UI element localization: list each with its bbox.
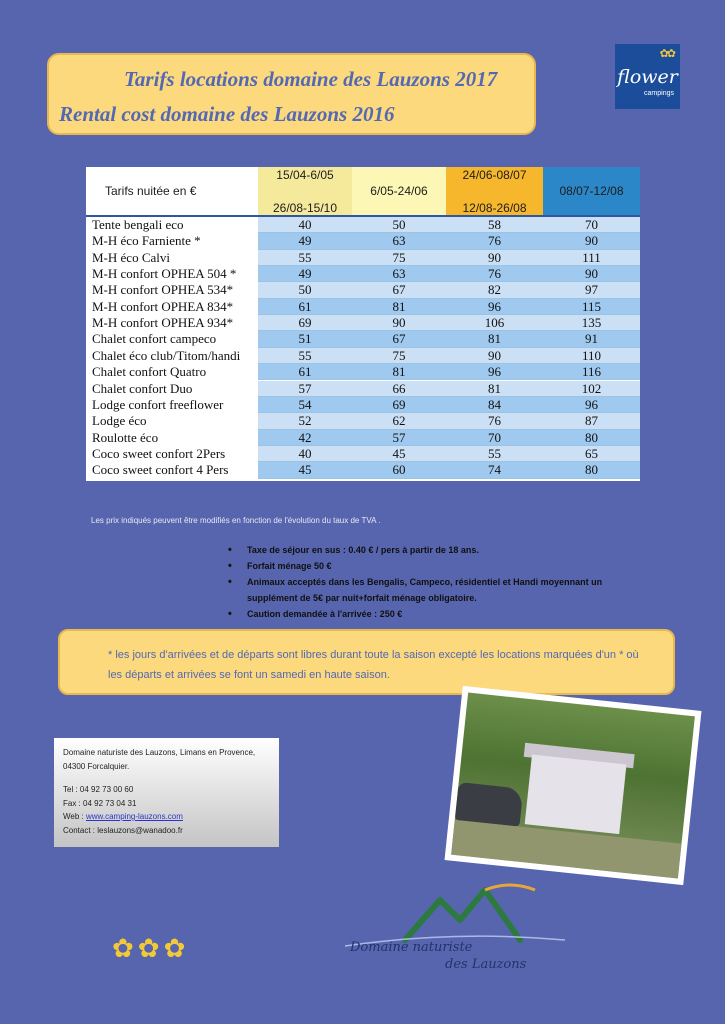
price-cell: 75 (352, 348, 446, 364)
header-col-4 (543, 167, 640, 215)
price-cell: 80 (543, 462, 640, 478)
price-cell: 42 (258, 430, 352, 446)
price-cell: 111 (543, 250, 640, 266)
price-cell: 70 (543, 217, 640, 233)
price-cell: 110 (543, 348, 640, 364)
contact-tel: Tel : 04 92 73 00 60 (63, 785, 134, 794)
title-2017: Tarifs locations domaine des Lauzons 2017 (124, 67, 498, 91)
accommodation-name: Tente bengali eco (92, 217, 184, 232)
brand-line-1: Domaine naturiste (350, 940, 473, 955)
table-row (86, 331, 640, 347)
accommodation-name: Chalet confort Quatro (92, 364, 207, 380)
price-cell: 66 (352, 381, 446, 397)
price-cell: 63 (352, 266, 446, 282)
vat-note: Les prix indiqués peuvent être modifiés en fonction de l'évolution du taux de TVA . (91, 516, 381, 525)
price-cell: 61 (258, 364, 352, 380)
price-cell: 70 (446, 430, 543, 446)
accommodation-name: M-H confort OPHEA 504 * (92, 266, 237, 282)
price-cell: 40 (258, 446, 352, 462)
logo-brand: flower (617, 66, 678, 88)
table-row (86, 397, 640, 413)
header-col-3 (446, 167, 543, 215)
price-cell: 90 (446, 250, 543, 266)
price-cell: 69 (258, 315, 352, 331)
header-col-2 (352, 167, 446, 215)
arrival-note: * les jours d'arrivées et de départs sont libres durant toute la saison excepté les locations marquées d'un * où les départs et arrivées se font un samedi en haute saison. (108, 649, 639, 681)
contact-web-label: Web : (63, 812, 86, 821)
price-cell: 76 (446, 413, 543, 429)
table-row (86, 233, 640, 249)
contact-email: Contact : leslauzons@wanadoo.fr (63, 825, 183, 835)
header-col-1-bottom: 26/08-15/10 (272, 201, 338, 215)
price-cell: 57 (258, 381, 352, 397)
flower-decoration-icon: ✿✿✿ (112, 933, 190, 963)
header-col-3-top: 24/06-08/07 (462, 168, 527, 182)
contact-fax: Fax : 04 92 73 04 31 (63, 798, 137, 808)
table-row (86, 250, 640, 266)
price-cell: 116 (543, 364, 640, 380)
price-cell: 135 (543, 315, 640, 331)
price-cell: 96 (446, 299, 543, 315)
title-2016: Rental cost domaine des Lauzons 2016 (59, 102, 395, 126)
accommodation-name: M-H confort OPHEA 534* (92, 282, 234, 298)
accommodation-name: M-H confort OPHEA 834* (92, 298, 234, 314)
table-row (86, 462, 640, 478)
price-cell: 45 (352, 446, 446, 462)
accommodation-name: M-H éco Farniente * (92, 233, 201, 249)
accommodation-name: Chalet éco club/Titom/handi (92, 347, 241, 363)
price-cell: 82 (446, 282, 543, 298)
price-cell: 81 (352, 299, 446, 315)
table-row (86, 446, 640, 462)
price-cell: 81 (352, 364, 446, 380)
price-cell: 74 (446, 462, 543, 478)
info-bullets (228, 542, 648, 622)
price-cell: 97 (543, 282, 640, 298)
accommodation-name: Lodge éco (92, 413, 147, 429)
price-cell: 55 (258, 250, 352, 266)
price-cell: 58 (446, 217, 543, 233)
price-cell: 50 (258, 282, 352, 298)
price-cell: 96 (446, 364, 543, 380)
bullet-tax: • Taxe de séjour en sus : 0.40 € / pers à partir de 18 ans. (228, 542, 648, 558)
price-cell: 106 (446, 315, 543, 331)
price-cell: 87 (543, 413, 640, 429)
price-cell: 45 (258, 462, 352, 478)
accommodation-name: Roulotte éco (92, 429, 159, 445)
flower-icon: ✿✿ (659, 48, 674, 60)
table-row (86, 364, 640, 380)
price-cell: 67 (352, 331, 446, 347)
bullet-cleaning: • Forfait ménage 50 € (228, 558, 648, 574)
price-cell: 61 (258, 299, 352, 315)
accommodation-name: Chalet confort Duo (92, 380, 193, 396)
table-row (86, 413, 640, 429)
price-cell: 57 (352, 430, 446, 446)
flower-campings-logo (615, 44, 680, 109)
table-row (86, 266, 640, 282)
price-cell: 84 (446, 397, 543, 413)
table-row (86, 315, 640, 331)
accommodation-name: Lodge confort freeflower (92, 396, 224, 412)
table-row (86, 217, 640, 233)
price-cell: 115 (543, 299, 640, 315)
price-cell: 54 (258, 397, 352, 413)
price-cell: 91 (543, 331, 640, 347)
price-cell: 62 (352, 413, 446, 429)
lauzons-logo (345, 880, 565, 980)
website-link[interactable]: www.camping-lauzons.com (85, 812, 183, 821)
header-label: Tarifs nuitée en € (105, 184, 197, 198)
table-row (86, 381, 640, 397)
contact-address-1: Domaine naturiste des Lauzons, Limans en Provence, (63, 748, 256, 757)
accommodation-name: M-H confort OPHEA 934* (92, 315, 234, 331)
price-cell: 49 (258, 266, 352, 282)
price-cell: 63 (352, 233, 446, 249)
price-cell: 81 (446, 331, 543, 347)
table-row (86, 430, 640, 446)
price-cell: 75 (352, 250, 446, 266)
price-cell: 102 (543, 381, 640, 397)
accommodation-name: Chalet confort campeco (92, 331, 217, 347)
price-cell: 50 (352, 217, 446, 233)
price-cell: 76 (446, 266, 543, 282)
contact-address-2: 04300 Forcalquier. (63, 761, 130, 771)
price-cell: 51 (258, 331, 352, 347)
bullet-deposit: • Caution demandée à l'arrivée : 250 € (228, 606, 648, 622)
header-col-1 (258, 167, 352, 215)
logo-sub: campings (644, 90, 674, 97)
header-col-1-top: 15/04-6/05 (276, 168, 334, 182)
price-cell: 40 (258, 217, 352, 233)
contact-web-row (63, 810, 270, 824)
header-col-2-top: 6/05-24/06 (370, 184, 428, 198)
chalet-photo (445, 686, 702, 885)
price-cell: 80 (543, 430, 640, 446)
accommodation-name: Coco sweet confort 2Pers (92, 445, 226, 461)
price-cell: 76 (446, 233, 543, 249)
price-cell: 90 (543, 233, 640, 249)
price-cell: 90 (352, 315, 446, 331)
price-cell: 52 (258, 413, 352, 429)
header-col-3-bottom: 12/08-26/08 (462, 201, 527, 215)
brand-line-2: des Lauzons (445, 957, 527, 972)
price-cell: 65 (543, 446, 640, 462)
accommodation-name: Coco sweet confort 4 Pers (92, 462, 229, 478)
price-cell: 55 (258, 348, 352, 364)
price-cell: 90 (446, 348, 543, 364)
accommodation-name: M-H éco Calvi (92, 249, 170, 265)
bullet-pets: • Animaux acceptés dans les Bengalis, Campeco, résidentiel et Handi moyennant un supplément de 5€ par nuit+forfait ménage obligatoire. (228, 574, 648, 606)
title-box (47, 53, 536, 135)
price-table (86, 167, 640, 481)
price-cell: 81 (446, 381, 543, 397)
header-col-4-top: 08/07-12/08 (559, 184, 624, 198)
price-cell: 60 (352, 462, 446, 478)
table-row (86, 299, 640, 315)
header-label-cell (86, 167, 258, 215)
table-row (86, 348, 640, 364)
arrival-note-box (58, 629, 675, 695)
price-cell: 69 (352, 397, 446, 413)
contact-box (54, 738, 279, 847)
price-cell: 96 (543, 397, 640, 413)
price-cell: 67 (352, 282, 446, 298)
price-cell: 49 (258, 233, 352, 249)
table-row (86, 282, 640, 298)
price-cell: 90 (543, 266, 640, 282)
price-cell: 55 (446, 446, 543, 462)
